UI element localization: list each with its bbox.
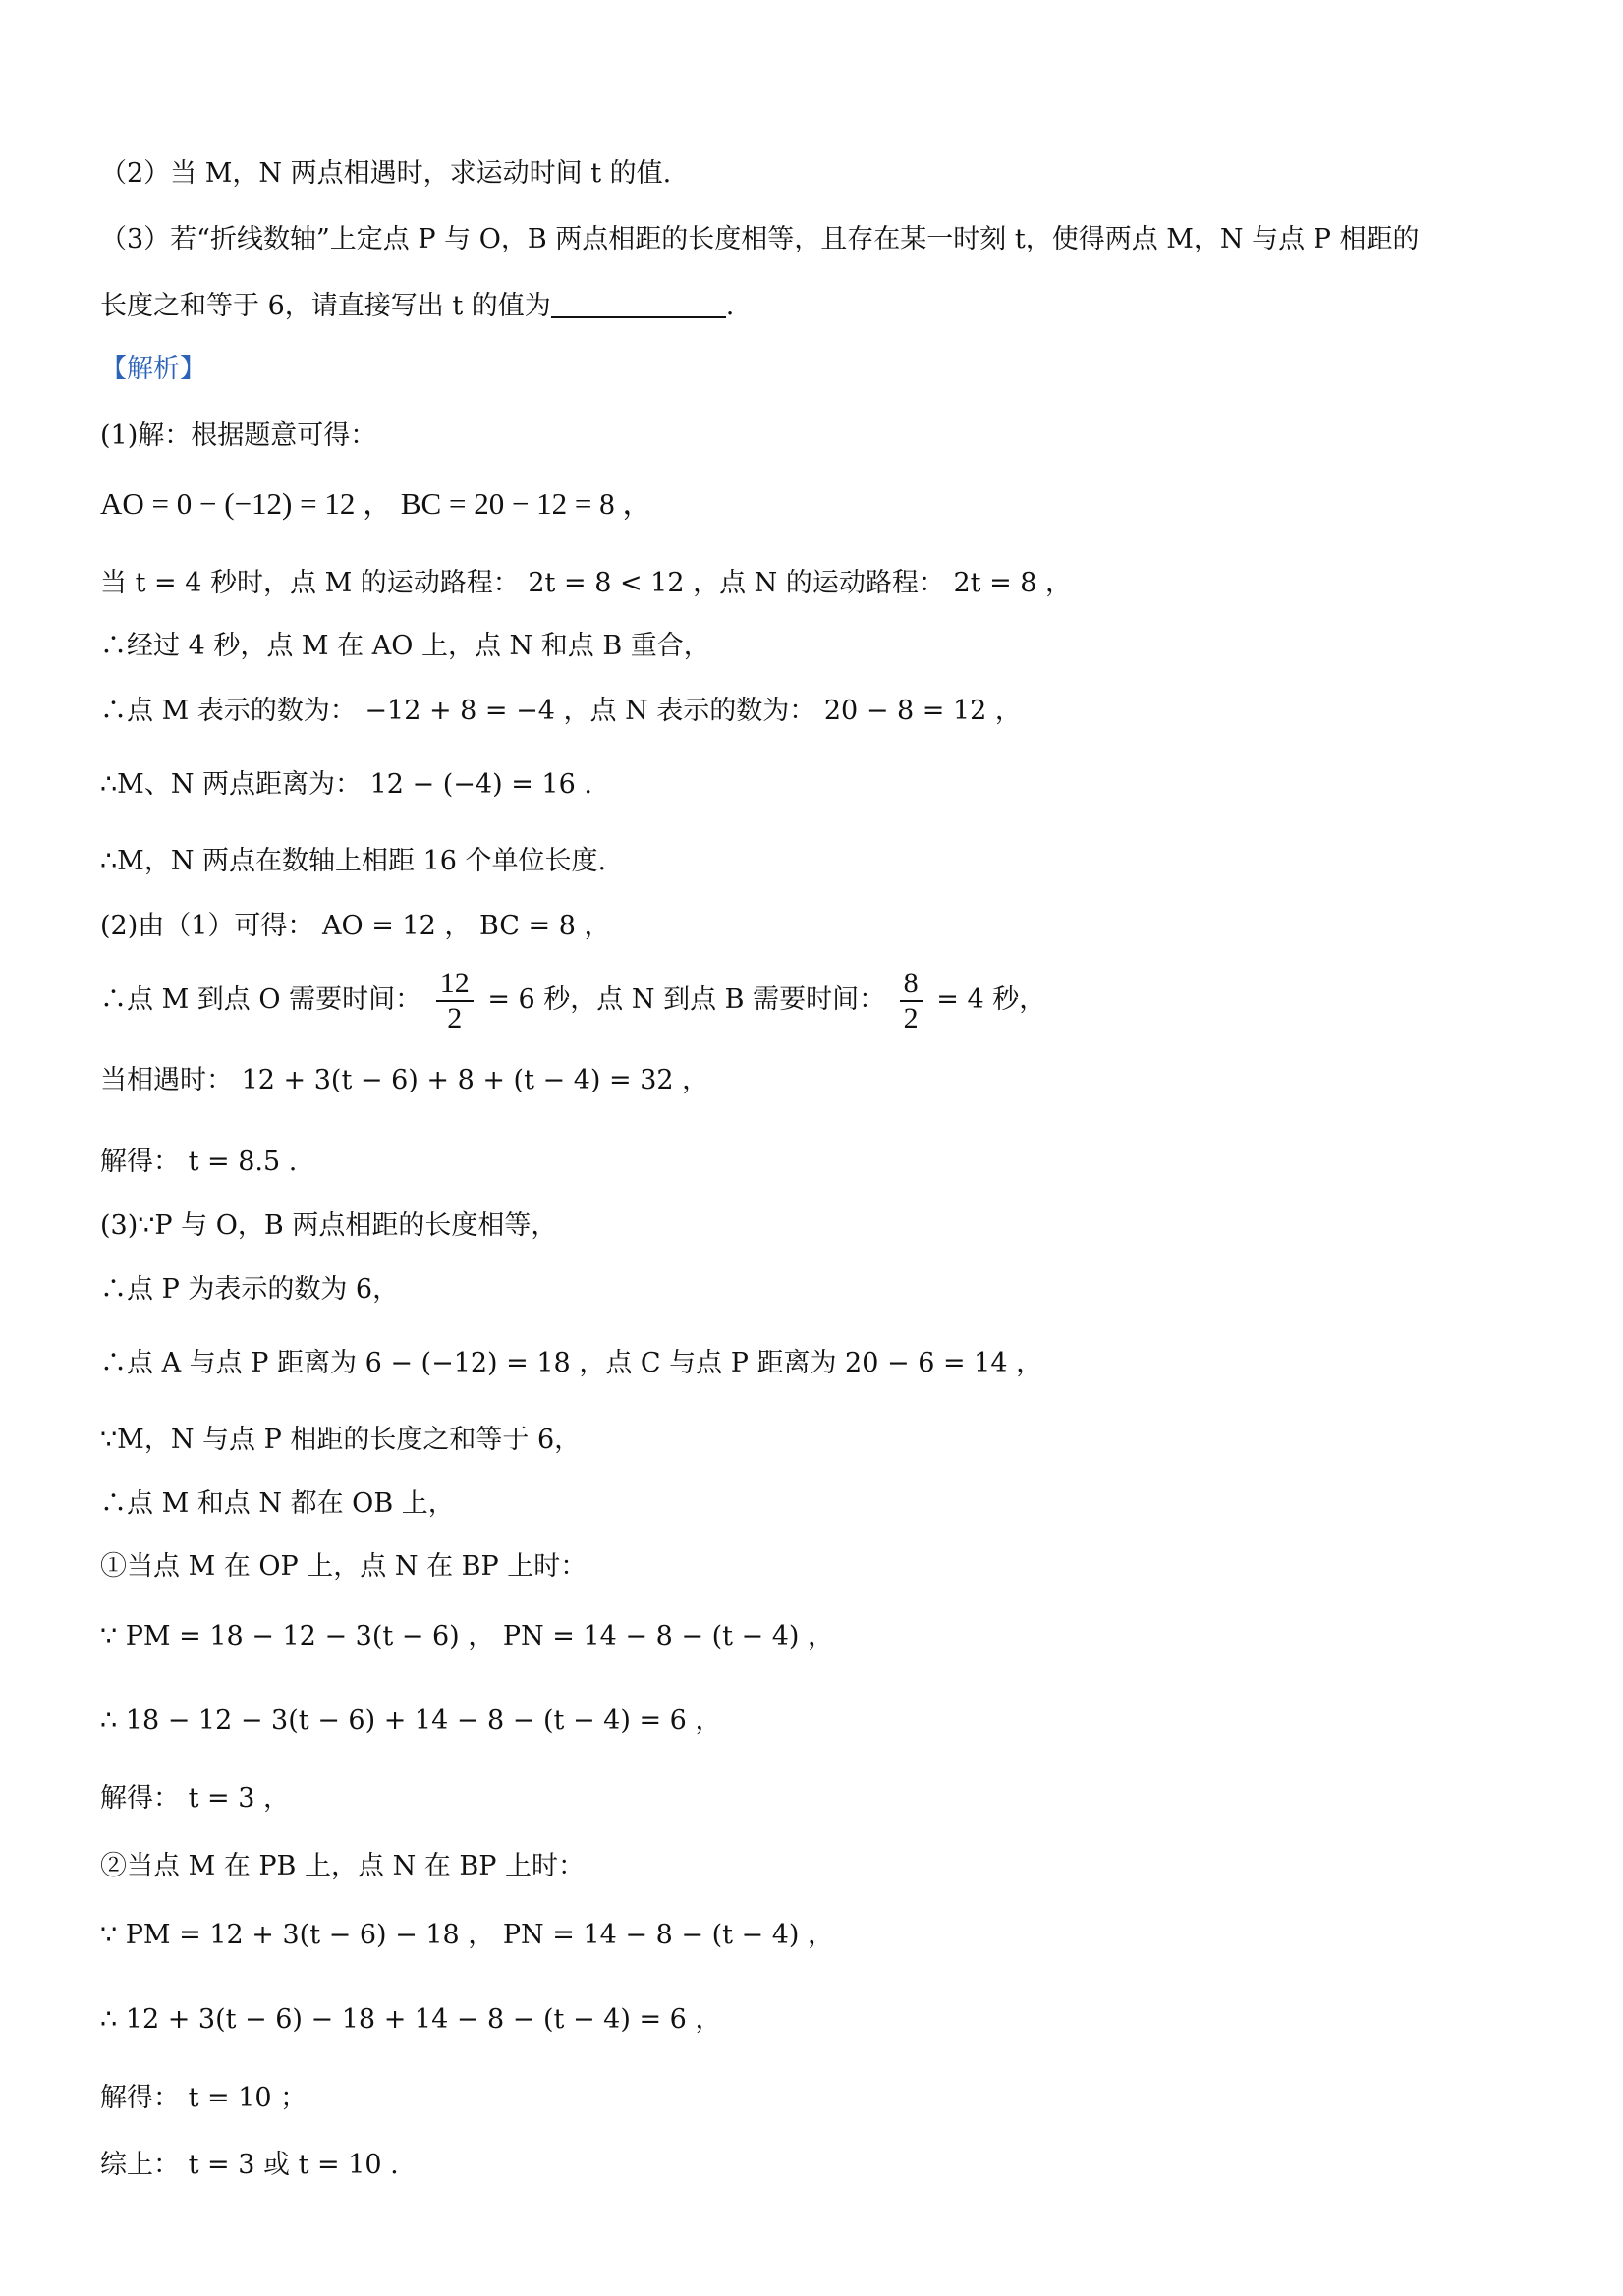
step-1-intro: (1)解：根据题意可得：	[100, 420, 377, 451]
step-1-numbers: ∴点 M 表示的数为： −12 + 8 = −4 ，点 N 表示的数为： 20 − 8 = 12 ，	[100, 696, 1022, 726]
fraction-denominator: 2	[903, 1001, 919, 1035]
step-2-times-pre: ∴点 M 到点 O 需要时间：	[100, 984, 422, 1015]
step-1-conclusion: ∴M，N 两点在数轴上相距 16 个单位长度.	[100, 846, 607, 876]
case-2-expressions: ∵ PM = 12 + 3(t − 6) − 18 ， PN = 14 − 8 − (t − 4) ，	[100, 1920, 835, 1950]
fraction-denominator: 2	[447, 1001, 463, 1035]
case-2-heading: ②当点 M 在 PB 上，点 N 在 BP 上时：	[100, 1851, 585, 1881]
step-2-times	[100, 963, 1544, 1037]
case-1-expressions: ∵ PM = 18 − 12 − 3(t − 6) ， PN = 14 − 8 − (t − 4) ，	[100, 1621, 835, 1652]
step-1-position: ∴经过 4 秒，点 M 在 AO 上，点 N 和点 B 重合，	[100, 631, 710, 661]
answer-blank	[551, 289, 726, 318]
case-2-equation: ∴ 12 + 3(t − 6) − 18 + 14 − 8 − (t − 4) = 6 ，	[100, 2004, 722, 2035]
case-2-solution: 解得： t = 10 ；	[100, 2083, 308, 2113]
fraction-12-over-2	[436, 967, 474, 1036]
analysis-heading: 【解析】	[100, 354, 206, 384]
step-3-point-p: ∴点 P 为表示的数为 6，	[100, 1274, 400, 1305]
step-2-times-mid: = 6 秒，点 N 到点 B 需要时间：	[487, 984, 886, 1015]
case-1-solution: 解得： t = 3 ，	[100, 1783, 290, 1814]
fraction-numerator: 12	[436, 967, 474, 1002]
step-3-on-ob: ∴点 M 和点 N 都在 OB 上，	[100, 1488, 455, 1519]
step-3-distances: ∴点 A 与点 P 距离为 6 − (−12) = 18 ，点 C 与点 P 距离为 20 − 6 = 14 ，	[100, 1348, 1043, 1378]
step-2-solution: 解得： t = 8.5 .	[100, 1147, 298, 1177]
question-3-line-1: （3）若“折线数轴”上定点 P 与 O，B 两点相距的长度相等，且存在某一时刻 t，使得两点 M，N 与点 P 相距的	[100, 224, 1420, 254]
step-1-equation: AO = 0 − (−12) = 12 ， BC = 20 − 12 = 8 ，	[100, 486, 653, 521]
step-2-meet-equation: 当相遇时： 12 + 3(t − 6) + 8 + (t − 4) = 32 ，	[100, 1065, 709, 1095]
step-2-times-post: = 4 秒，	[936, 984, 1046, 1015]
question-3-line-2	[100, 287, 1544, 326]
question-3-text: 长度之和等于 6，请直接写出 t 的值为	[100, 291, 551, 321]
case-1-heading: ①当点 M 在 OP 上，点 N 在 BP 上时：	[100, 1551, 588, 1582]
step-1-distance: ∴M、N 两点距离为： 12 − (−4) = 16 .	[100, 769, 592, 800]
step-3-given: (3)∵P 与 O，B 两点相距的长度相等，	[100, 1210, 558, 1241]
question-3-period: .	[725, 291, 735, 321]
step-1-motion: 当 t = 4 秒时，点 M 的运动路程： 2t = 8 < 12 ，点 N 的运动路程： 2t = 8 ，	[100, 568, 1073, 598]
case-1-equation: ∴ 18 − 12 − 3(t − 6) + 14 − 8 − (t − 4) = 6 ，	[100, 1706, 722, 1736]
step-3-sum-condition: ∵M，N 与点 P 相距的长度之和等于 6，	[100, 1425, 582, 1455]
fraction-numerator: 8	[900, 967, 923, 1002]
fraction-8-over-2	[900, 967, 923, 1036]
step-2-given: (2)由（1）可得： AO = 12 ， BC = 8 ，	[100, 911, 611, 941]
final-summary: 综上： t = 3 或 t = 10 .	[100, 2150, 399, 2180]
question-2: （2）当 M，N 两点相遇时，求运动时间 t 的值.	[100, 158, 672, 189]
